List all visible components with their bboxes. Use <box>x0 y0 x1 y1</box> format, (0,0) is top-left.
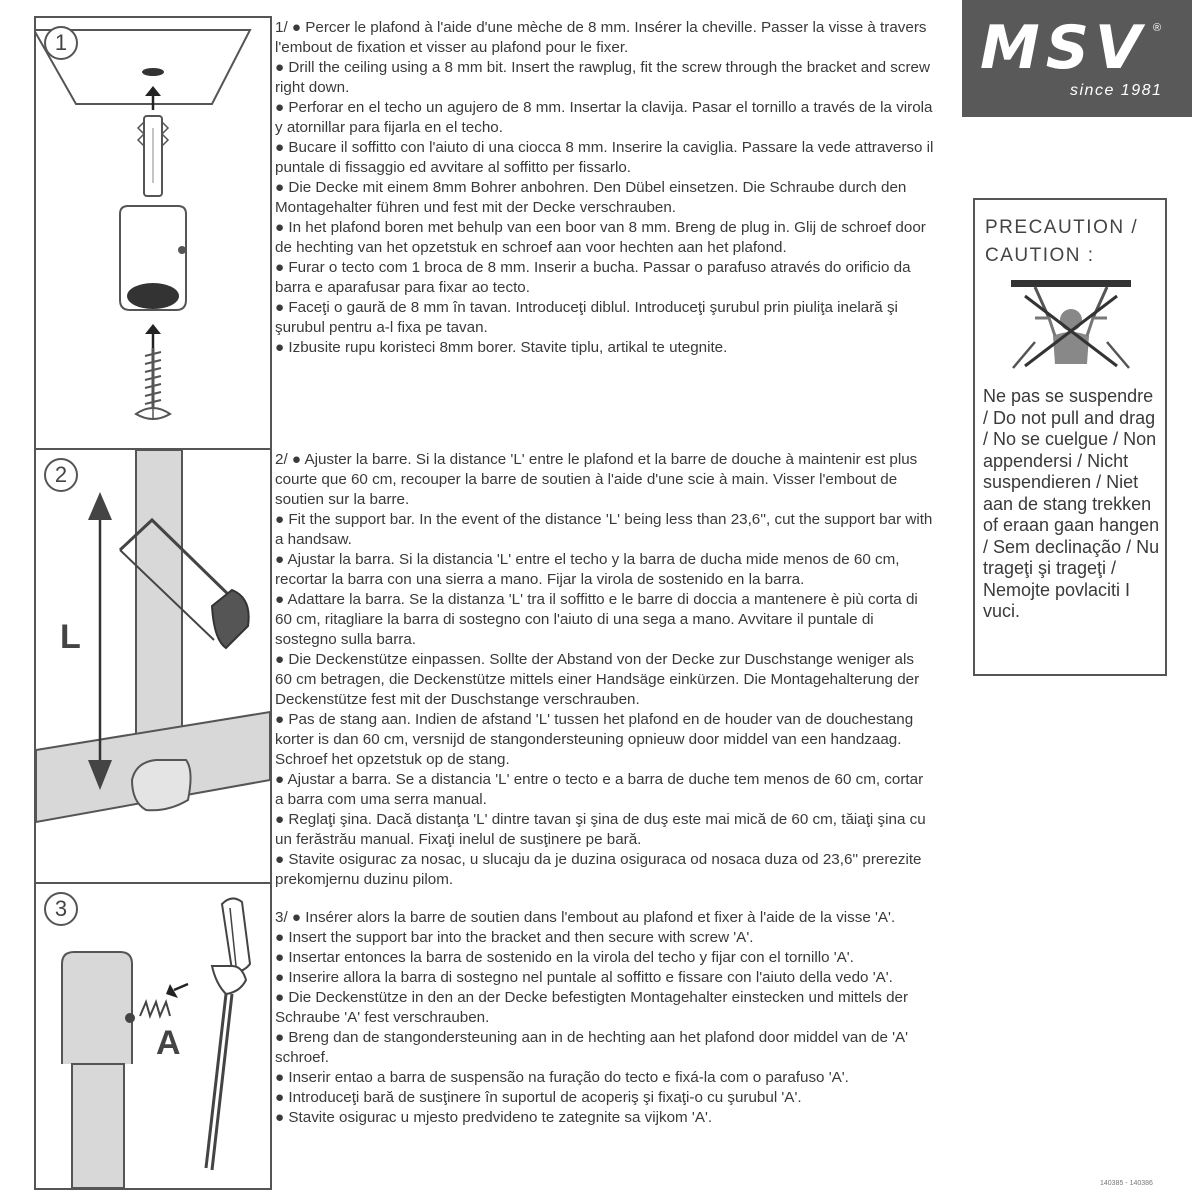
no-hanging-warning-icon <box>1009 278 1133 379</box>
screwdriver-icon <box>36 884 270 1188</box>
registered-mark: ® <box>1153 22 1162 34</box>
step-3-hr: ● Stavite osigurac u mjesto predvideno te zategnite sa vijkom 'A'. <box>275 1109 713 1126</box>
step-1-ro: ● Faceţi o gaură de 8 mm în tavan. Introduceţi diblul. Introduceţi şurubul prin piuliţa inelară şi şurubul pentru a-l fixa pe tavan. <box>275 299 898 336</box>
step-3-fr: 3/ ● Insérer alors la barre de soutien dans l'embout au plafond et fixer à l'aide de la visse 'A'. <box>275 909 896 926</box>
step-1-text <box>275 18 935 358</box>
step-3-it: ● Inserire allora la barra di sostegno nel puntale al soffitto e fissare con l'aiuto della vedo 'A'. <box>275 969 893 986</box>
product-code: 140385 - 140386 <box>1100 1180 1153 1187</box>
handsaw-cut-icon <box>36 450 270 884</box>
step-2-pt: ● Ajustar a barra. Se a distancia 'L' entre o tecto e a barra de duche tem menos de 60 cm, cortar a barra com uma serra manual. <box>275 771 924 808</box>
step-1-number: 1 <box>44 26 78 60</box>
illustration-column <box>34 16 270 1186</box>
step-2-text <box>275 450 935 890</box>
step-2-es: ● Ajustar la barra. Si la distancia 'L' entre el techo y la barra de ducha mide menos de 60 cm, recortar la barra con una sierra a mano. Fijar la virola de sostenido en la barra. <box>275 551 900 588</box>
step-2-nl: ● Pas de stang aan. Indien de afstand 'L' tussen het plafond en de houder van de douchestang korter is dan 60 cm, versnijd de stangondersteuning opnieuw door middel van een handzaag. Schroef het opzetstuk op de stang. <box>275 711 914 768</box>
step-2-illustration <box>34 448 272 886</box>
step-2-de: ● Die Deckenstütze einpassen. Sollte der Abstand von der Decke zur Duschstange weniger als 60 cm betragen, die Deckenstütze mittels einer Handsäge einkürzen. Die Montagehalterung der Deckenstütze fest mit der Duschstange verschrauben. <box>275 651 920 708</box>
step-2-ro: ● Reglaţi şina. Dacă distanţa 'L' dintre tavan şi şina de duş este mai mică de 60 cm, tăiaţi şina cu un ferăstrău manual. Fixaţi inelul de susţinere pe bară. <box>275 811 926 848</box>
step-3-es: ● Insertar entonces la barra de sostenido en la virola del techo y fijar con el tornillo 'A'. <box>275 949 854 966</box>
step-3-nl: ● Breng dan de stangondersteuning aan in de hechting aan het plafond door middel van de 'A' schroef. <box>275 1029 909 1066</box>
step-1-nl: ● In het plafond boren met behulp van een boor van 8 mm. Breng de plug in. Glij de schroef door de hechting van het opzetstuk en schroef aan voor hechten aan het plafond. <box>275 219 926 256</box>
step-3-pt: ● Inserir entao a barra de suspensão na furação do tecto e fixá-la com o parafuso 'A'. <box>275 1069 849 1086</box>
step-1-illustration <box>34 16 272 452</box>
step-2-fr: 2/ ● Ajuster la barre. Si la distance 'L' entre le plafond et la barre de douche à maintenir est plus courte que 60 cm, recouper la barre de soutien à l'aide d'une scie à main. Visser l'embout de soutien sur la barre. <box>275 451 918 508</box>
step-2-hr: ● Stavite osigurac za nosac, u slucaju da je duzina osiguraca od nosaca duza od 23,6'' prerezite prekomjernu duzinu pilom. <box>275 851 922 888</box>
step-1-pt: ● Furar o tecto com 1 broca de 8 mm. Inserir a bucha. Passar o parafuso através do orificio da barra e aparafusar para fixar ao tecto. <box>275 259 911 296</box>
screw-A-label: A <box>156 1024 181 1062</box>
step-3-de: ● Die Deckenstütze in den an der Decke befestigten Montagehalter einstecken und mittels der Schraube 'A' fest verschrauben. <box>275 989 909 1026</box>
step-1-de: ● Die Decke mit einem 8mm Bohrer anbohren. Den Dübel einsetzen. Die Schraube durch den Montagehalter führen und fest mit der Decke verschrauben. <box>275 179 907 216</box>
caution-text: Ne pas se suspendre / Do not pull and drag / No se cuelgue / Non appendersi / Nicht suspendieren / Niet aan de stang trekken of eraan gaan hangen / Sem declinação / Nu trageţi şi trageţi / Nemojte povlaciti I vuci. <box>983 386 1160 621</box>
caution-box <box>973 198 1167 676</box>
caution-title: PRECAUTION / CAUTION : <box>985 217 1139 266</box>
step-3-en: ● Insert the support bar into the bracket and then secure with screw 'A'. <box>275 929 754 946</box>
step-1-en: ● Drill the ceiling using a 8 mm bit. Insert the rawplug, fit the screw through the bracket and screw right down. <box>275 59 930 96</box>
logo-wordmark: MSV <box>980 13 1148 83</box>
step-3-ro: ● Introduceţi bară de susţinere în suportul de acoperiş şi fixaţi-o cu şurubul 'A'. <box>275 1089 802 1106</box>
step-3-number: 3 <box>44 892 78 926</box>
ceiling-drill-icon <box>36 18 270 450</box>
step-2-it: ● Adattare la barra. Se la distanza 'L' tra il soffitto e le barre di doccia a mantenere è più corta di 60 cm, ritagliare la barra di sostegno con l'aiuto di una sega a mano. Avvitare il puntale di sostegno sulla barra. <box>275 591 918 648</box>
step-2-en: ● Fit the support bar. In the event of the distance 'L' being less than 23,6'', cut the support bar with a handsaw. <box>275 511 933 548</box>
step-1-it: ● Bucare il soffitto con l'aiuto di una ciocca 8 mm. Inserire la caviglia. Passare la vede attraverso il puntale di fissaggio ed avvitare al soffitto per fissarlo. <box>275 139 934 176</box>
step-1-es: ● Perforar en el techo un agujero de 8 mm. Insertar la clavija. Pasar el tornillo a través de la virola y atornillar para fijarla en el techo. <box>275 99 933 136</box>
distance-L-label: L <box>60 618 81 656</box>
step-3-text <box>275 908 935 1128</box>
step-2-number: 2 <box>44 458 78 492</box>
logo-tagline: since 1981 <box>1070 82 1163 99</box>
step-1-hr: ● Izbusite rupu koristeci 8mm borer. Stavite tiplu, artikal te utegnite. <box>275 339 728 356</box>
step-3-illustration <box>34 882 272 1190</box>
brand-logo <box>962 0 1192 117</box>
step-1-fr: 1/ ● Percer le plafond à l'aide d'une mèche de 8 mm. Insérer la cheville. Passer la visse à travers l'embout de fixation et visser au plafond pour le fixer. <box>275 19 927 56</box>
